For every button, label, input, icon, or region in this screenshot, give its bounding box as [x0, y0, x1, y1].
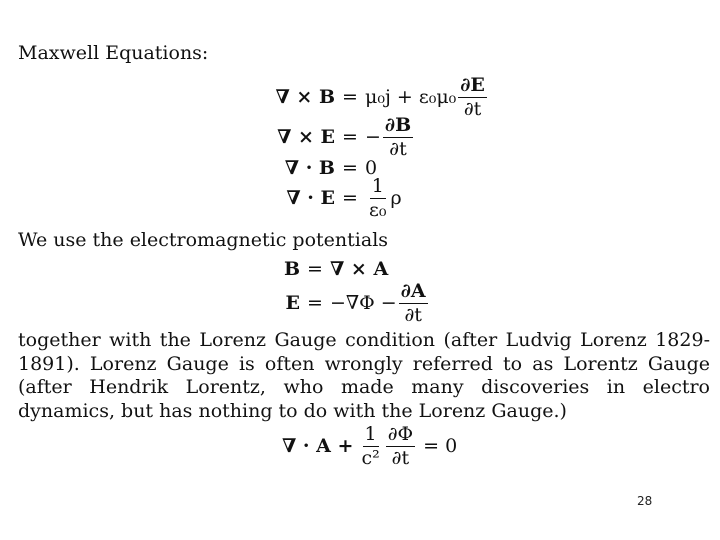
maxwell-equation-curl-b [250, 73, 489, 120]
equation-rhs: = 0 [423, 435, 458, 457]
equation-rhs: −∇Φ − [330, 292, 397, 314]
equals-sign: = [342, 187, 358, 209]
fraction-denominator: ∂t [389, 137, 407, 160]
fraction-denominator: ε₀ [369, 198, 387, 221]
fraction-numerator: ∂A [400, 279, 426, 302]
equals-sign: = [307, 258, 323, 280]
fraction-one-over-c-squared [359, 422, 381, 469]
equation-lhs: B [283, 258, 300, 280]
partial-fraction [383, 113, 413, 160]
equation-lhs: ∇ · B [284, 157, 335, 179]
partial-fraction [386, 422, 415, 469]
potential-equation-b [280, 251, 388, 287]
section-heading: Maxwell Equations: [18, 42, 209, 64]
equals-sign: = [342, 157, 358, 179]
fraction-denominator: c² [361, 446, 380, 469]
equals-sign: = [342, 86, 358, 108]
potential-equation-e [280, 279, 430, 326]
rho-symbol: ρ [390, 187, 402, 209]
minus-sign: − [365, 126, 381, 148]
partial-fraction [458, 73, 487, 120]
equation-lhs: ∇ · E [286, 187, 335, 209]
fraction-numerator: ∂E [460, 73, 485, 96]
fraction-numerator: ∂Φ [387, 422, 414, 445]
gauge-paragraph: together with the Lorenz Gauge condition (after Ludvig Lorenz 1829-1891). Lorenz Gauge is often wrongly referred to as Lorentz Gauge (after Hendrik Lorentz, who made many discoveries in electro dynamics, but has nothing to do with the Lorenz Gauge.) [18, 329, 710, 422]
potentials-intro: We use the electromagnetic potentials [18, 229, 389, 251]
equation-lhs: ∇ · A + [282, 435, 354, 457]
fraction-numerator: 1 [364, 422, 377, 445]
fraction-numerator: ∂B [384, 113, 412, 136]
equals-sign: = [307, 292, 323, 314]
equation-rhs: 0 [365, 157, 378, 179]
fraction-denominator: ∂t [391, 446, 410, 469]
equation-rhs: μ₀j + ε₀μ₀ [365, 86, 457, 108]
equation-lhs: E [285, 292, 300, 314]
equation-rhs: ∇ × A [330, 258, 389, 280]
partial-fraction [399, 279, 428, 326]
page-number: 28 [637, 494, 653, 508]
lorenz-gauge-equation [282, 424, 457, 468]
fraction-numerator: 1 [371, 174, 384, 197]
fraction-denominator: ∂t [463, 97, 482, 120]
fraction [367, 174, 388, 221]
maxwell-equation-div-e [250, 174, 402, 221]
fraction-denominator: ∂t [404, 303, 422, 326]
equation-lhs: ∇ × B [275, 86, 335, 108]
equation-lhs: ∇ × E [277, 126, 335, 148]
equals-sign: = [342, 126, 358, 148]
